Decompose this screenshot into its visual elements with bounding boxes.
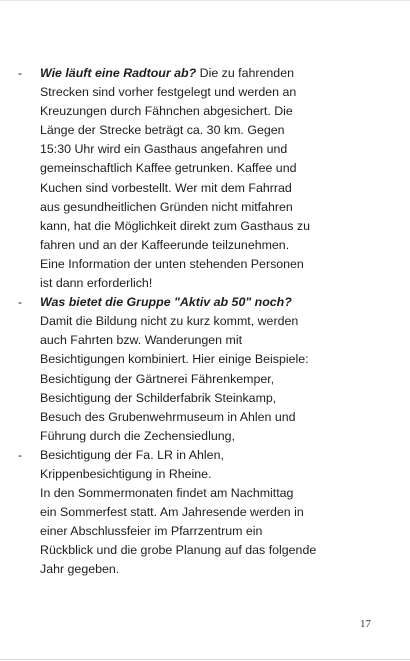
paragraph-line: Eine Information der unten stehenden Personen bbox=[40, 256, 304, 271]
list-item-radtour bbox=[18, 64, 360, 293]
paragraph-line: Besichtigungen kombiniert. Hier einige Beispiele: bbox=[40, 352, 309, 367]
bullet-dash: - bbox=[18, 447, 22, 462]
radtour-first-line-text: Die zu fahrenden bbox=[196, 66, 294, 80]
paragraph-line: Jahr gegeben. bbox=[40, 562, 120, 577]
paragraph-line: ist dann erforderlich! bbox=[40, 276, 153, 291]
paragraph-line: Krippenbesichtigung in Rheine. bbox=[40, 466, 212, 481]
scan-edge-mark-bottom bbox=[0, 659, 410, 660]
paragraph-line: kann, hat die Möglichkeit direkt zum Gasthaus zu bbox=[40, 218, 310, 233]
paragraph-line: Strecken sind vorher festgelegt und werden an bbox=[40, 85, 297, 100]
paragraph-line: Damit die Bildung nicht zu kurz kommt, werden bbox=[40, 314, 299, 329]
paragraph-line: Rückblick und die grobe Planung auf das folgende bbox=[40, 543, 317, 558]
paragraph-line: Länge der Strecke beträgt ca. 30 km. Gegen bbox=[40, 123, 285, 138]
list-item-besichtigung bbox=[18, 446, 360, 580]
paragraph-line: Besichtigung der Gärtnerei Fährenkemper, bbox=[40, 371, 275, 386]
bullet-dash: - bbox=[18, 295, 22, 310]
paragraph-line: Besuch des Grubenwehrmuseum in Ahlen und bbox=[40, 409, 296, 424]
paragraph-line: Kuchen sind vorbestellt. Wer mit dem Fahrrad bbox=[40, 180, 292, 195]
scan-edge-mark-top bbox=[0, 0, 410, 1]
radtour-first-line bbox=[40, 64, 360, 83]
radtour-heading: Wie läuft eine Radtour ab? bbox=[40, 66, 197, 80]
paragraph-line: einer Abschlussfeier im Pfarrzentrum ein bbox=[40, 524, 263, 539]
paragraph-line: auch Fahrten bzw. Wanderungen mit bbox=[40, 333, 243, 348]
paragraph-line: fahren und an der Kaffeerunde teilzunehmen. bbox=[40, 237, 290, 252]
paragraph-line: Besichtigung der Schilderfabrik Steinkamp, bbox=[40, 390, 277, 405]
besichtigung-first-line: Besichtigung der Fa. LR in Ahlen, bbox=[40, 447, 224, 462]
page-body bbox=[18, 64, 360, 580]
bullet-dash: - bbox=[18, 66, 22, 80]
paragraph-line: ein Sommerfest statt. Am Jahresende werden in bbox=[40, 505, 304, 520]
paragraph-line: Kreuzungen durch Fähnchen abgesichert. Die bbox=[40, 104, 293, 119]
paragraph-line: aus gesundheitlichen Gründen nicht mitfahren bbox=[40, 199, 293, 214]
list-item-aktiv-ab-50 bbox=[18, 293, 360, 446]
page-number: 17 bbox=[360, 618, 371, 630]
paragraph-line: gemeinschaftlich Kaffee getrunken. Kaffee und bbox=[40, 161, 297, 176]
paragraph-line: In den Sommermonaten findet am Nachmittag bbox=[40, 486, 294, 501]
paragraph-line: 15:30 Uhr wird ein Gasthaus angefahren und bbox=[40, 142, 288, 157]
aktiv-ab-50-heading: Was bietet die Gruppe "Aktiv ab 50" noch? bbox=[40, 295, 292, 310]
paragraph-line: Führung durch die Zechensiedlung, bbox=[40, 428, 235, 443]
